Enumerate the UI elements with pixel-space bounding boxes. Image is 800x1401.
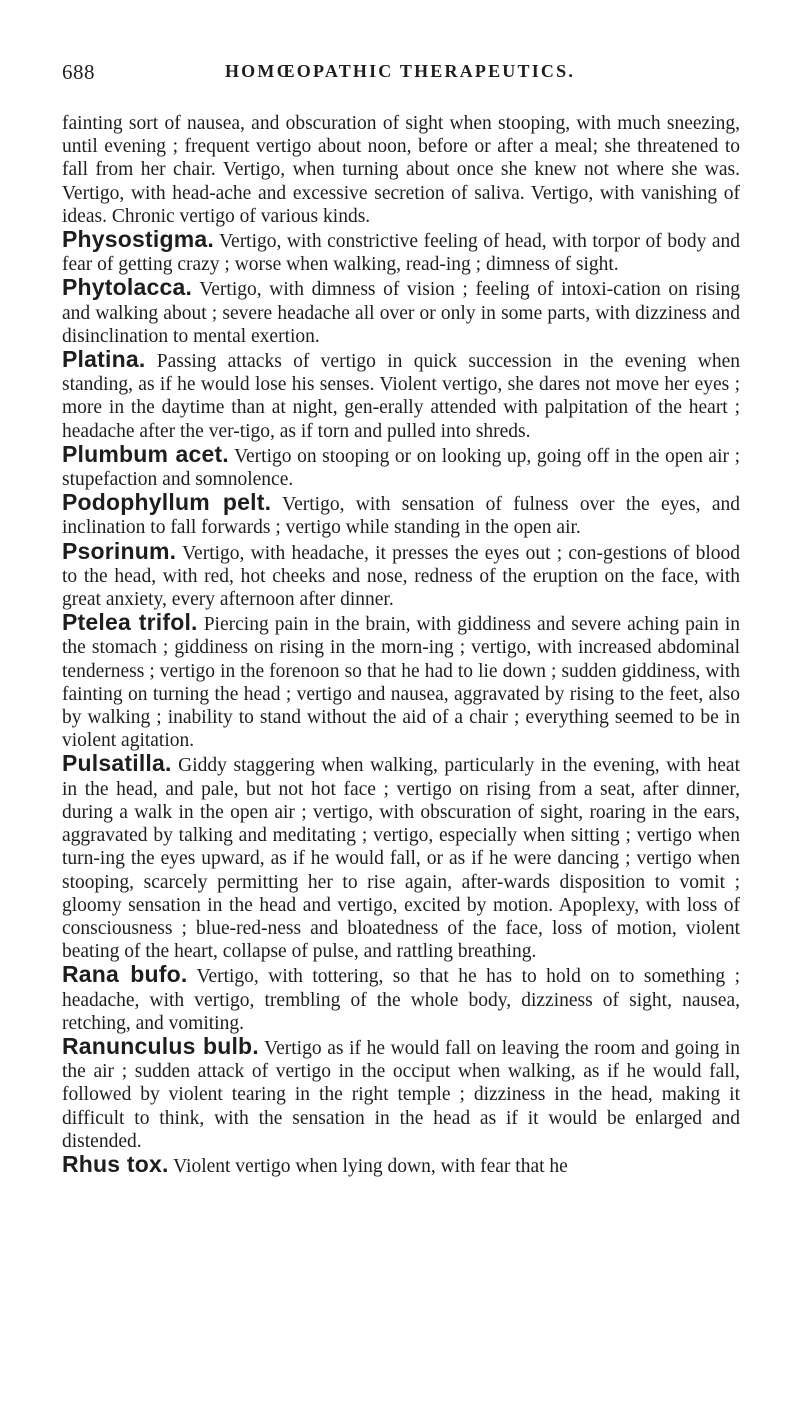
remedy-name: Podophyllum pelt.	[62, 489, 272, 516]
remedy-name: Phytolacca.	[62, 274, 193, 301]
remedy-entries	[62, 228, 740, 1178]
continued-paragraph: fainting sort of nausea, and obscuration of sight when stooping, with much sneezing, until evening ; frequent vertigo about noon, before or after a meal; she threatened to fall from her chair. Vertigo, when turning about once she knew not where she was. Vertigo, with head-ache and excessive secretion of saliva. Vertigo, with vanishing of ideas. Chronic vertigo of various kinds.	[62, 113, 740, 227]
remedy-entry	[62, 1150, 740, 1178]
remedy-entry	[62, 276, 740, 348]
remedy-name: Ptelea trifol.	[62, 609, 198, 636]
remedy-description: Vertigo, with sensation of fulness over the eyes, and inclination to fall forwards ; vertigo while standing in the open air.	[62, 494, 740, 539]
remedy-description: Passing attacks of vertigo in quick succession in the evening when standing, as if he would lose his senses. Violent vertigo, she dares not move her eyes ; more in the daytime than at night, gen-erally attended with palpitation of the heart ; headache after the ver-tigo, as if torn and pulled into shreds.	[62, 351, 740, 442]
remedy-name: Rhus tox.	[62, 1150, 169, 1177]
remedy-entry	[62, 963, 740, 1035]
remedy-name: Pulsatilla.	[62, 750, 172, 777]
remedy-description: Vertigo, with constrictive feeling of head, with torpor of body and fear of getting crazy ; worse when walking, read-ing ; dimness of sight.	[62, 231, 740, 276]
remedy-description: Vertigo, with tottering, so that he has to hold on to something ; headache, with vertigo, trembling of the whole body, dizziness of sight, nausea, retching, and vomiting.	[62, 966, 740, 1034]
remedy-description: Vertigo on stooping or on looking up, going off in the open air ; stupefaction and somnolence.	[62, 445, 740, 491]
body-text	[62, 112, 740, 1178]
remedy-entry	[62, 348, 740, 443]
remedy-description: Vertigo, with headache, it presses the eyes out ; con-gestions of blood to the head, with red, hot cheeks and nose, redness of the eruption on the face, with great anxiety, every afternoon after dinner.	[62, 542, 740, 611]
remedy-entry	[62, 611, 740, 752]
remedy-name: Rana bufo.	[62, 961, 188, 988]
running-title: HOMŒOPATHIC THERAPEUTICS.	[224, 61, 576, 81]
remedy-entry	[62, 491, 740, 539]
remedy-description: Vertigo as if he would fall on leaving the room and going in the air ; sudden attack of vertigo in the occiput when walking, as if he would fall, followed by violent tearing in the right temple ; dizziness in the head, making it difficult to think, with the sensation in the head as if it would be enlarged and distended.	[62, 1037, 740, 1152]
remedy-name: Psorinum.	[62, 537, 177, 564]
remedy-entry	[62, 228, 740, 276]
page-number: 688	[62, 60, 95, 84]
remedy-name: Physostigma.	[62, 226, 214, 253]
page-header	[0, 60, 800, 90]
remedy-description: Giddy staggering when walking, particularly in the evening, with heat in the head, and pale, but not hot face ; vertigo on rising from a seat, after dinner, during a walk in the open air ; vertigo, with obscuration of sight, roaring in the ears, aggravated by talking and meditating ; vertigo, especially when sitting ; vertigo when turn-ing the eyes upward, as if he would fall, or as if he were dancing ; vertigo when stooping, scarcely permitting her to rise again, after-wards disposition to vomit ; gloomy sensation in the head and vertigo, excited by motion. Apoplexy, with loss of consciousness ; blue-red-ness and bloatedness of the face, loss of motion, violent beating of the heart, collapse of pulse, and rattling breathing.	[62, 755, 740, 963]
remedy-entry	[62, 537, 740, 612]
remedy-description: Piercing pain in the brain, with giddiness and severe aching pain in the stomach ; giddiness on rising in the morn-ing ; vertigo, with increased abdominal tenderness ; vertigo in the forenoon so that he had to lie down ; sudden giddiness, with fainting on turning the head ; vertigo and nausea, aggravated by rising to the feet, also by walking ; inability to stand without the aid of a chair ; everything seemed to be in violent agitation.	[62, 614, 740, 752]
remedy-description: Violent vertigo when lying down, with fear that he	[168, 1155, 568, 1177]
remedy-name: Platina.	[62, 346, 146, 373]
remedy-entry	[62, 752, 740, 963]
remedy-entry	[62, 440, 740, 491]
remedy-entry	[62, 1032, 740, 1153]
remedy-name: Plumbum acet.	[62, 440, 229, 467]
remedy-name: Ranunculus bulb.	[62, 1032, 259, 1059]
remedy-description: Vertigo, with dimness of vision ; feeling of intoxi-cation on rising and walking about ; severe headache all over or only in some parts, with dizziness and disinclination to mental exertion.	[62, 279, 740, 347]
